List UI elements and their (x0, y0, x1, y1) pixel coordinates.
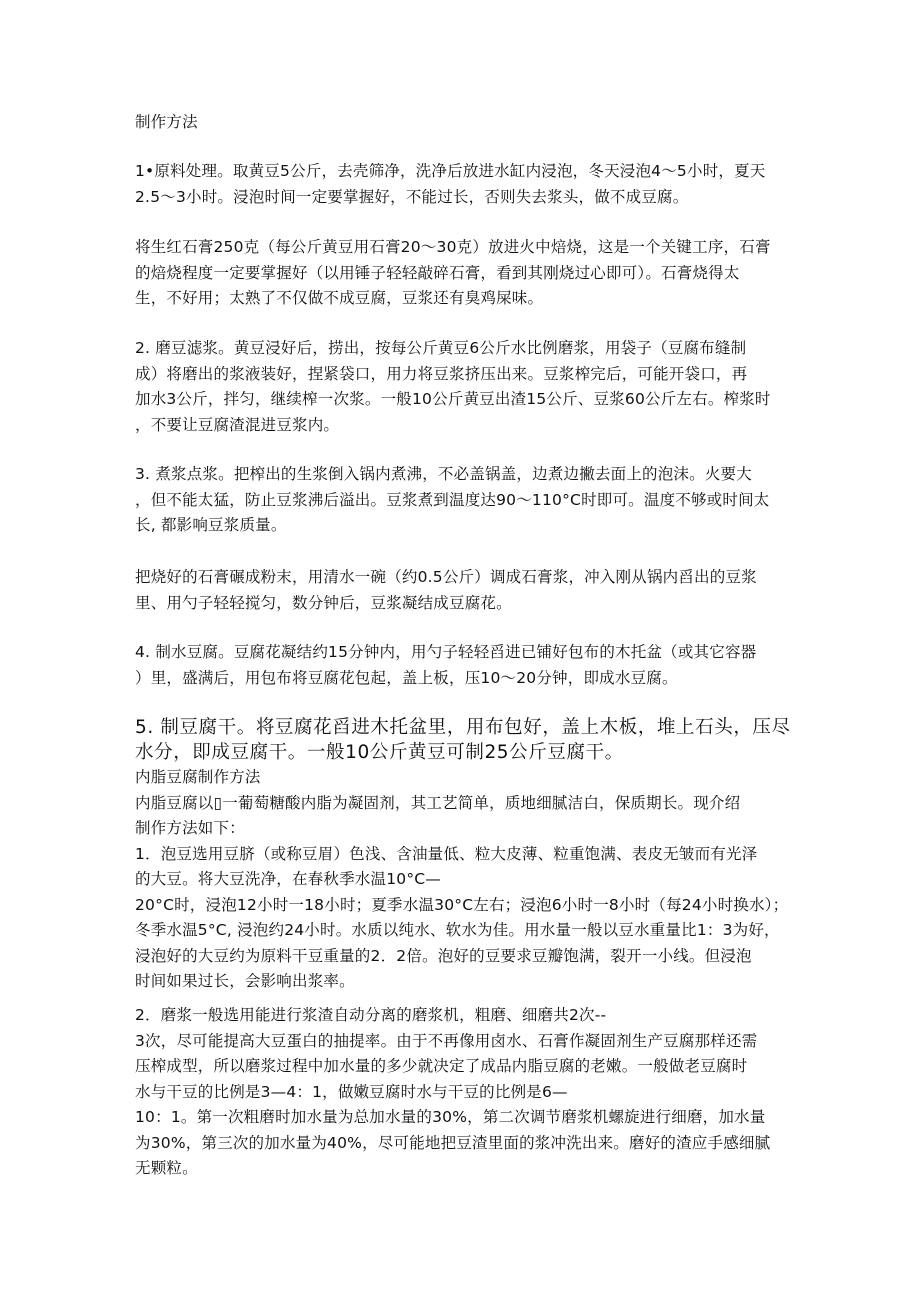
section-heading: 内脂豆腐制作方法 (135, 768, 261, 786)
page-title: 制作方法 (135, 113, 198, 131)
paragraph-gypsum-roasting (135, 235, 795, 312)
text-line: ，不要让豆腐渣混进豆浆内。 (135, 415, 340, 434)
text-line: 长, 都影响豆浆质量。 (135, 516, 287, 534)
text-line: 2. 磨豆滤浆。黄豆浸好后，捞出，按每公斤黄豆6公斤水比例磨浆，用袋子（豆腐布缝制 (135, 339, 747, 357)
text-line: 1•原料处理。取黄豆5公斤，去壳筛净，洗净后放进水缸内浸泡，冬天浸泡4～5小时，夏天 (135, 162, 766, 180)
text-line: 冬季水温5°C, 浸泡约24小时。水质以纯水、软水为佳。用水量一般以豆水重量比1：3为好， (135, 921, 780, 939)
text-line: 10：1。第一次粗磨时加水量为总加水量的30%，第二次调节磨浆机螺旋进行细磨，加水量 (135, 1108, 766, 1126)
text-line: ，但不能太猛，防止豆浆沸后溢出。豆浆煮到温度达90～110°C时即可。温度不够或时间太 (135, 490, 770, 509)
text-line: 3. 煮浆点浆。把榨出的生浆倒入锅内煮沸，不必盖锅盖，边煮边撇去面上的泡沫。火要大 (135, 465, 752, 483)
paragraph-raw-material (135, 159, 795, 210)
text-line: 为30%，第三次的加水量为40%，尽可能地把豆渣里面的浆冲洗出来。磨好的渣应手感细腻 (135, 1133, 771, 1152)
text-line: 成）将磨出的浆液装好，捏紧袋口，用力将豆浆挤压出来。豆浆榨完后，可能开袋口，再 (135, 364, 748, 383)
text-line: 的大豆。将大豆洗净，在春秋季水温10°C— (135, 870, 441, 888)
text-line: 5. 制豆腐干。将豆腐花舀进木托盆里，用布包好，盖上木板，堆上石头，压尽 (135, 717, 791, 738)
text-line: 里、用勺子轻轻搅匀，数分钟后，豆浆凝结成豆腐花。 (135, 593, 512, 612)
text-line: 的焙烧程度一定要掌握好（以用锤子轻轻敲碎石膏，看到其刚烧过心即可）。石膏烧得太 (135, 263, 740, 282)
text-line: 加水3公斤，拌匀，继续榨一次浆。一般10公斤黄豆出渣15公斤、豆浆60公斤左右。榨浆时 (135, 390, 771, 408)
text-line: 水分，即成豆腐干。一般10公斤黄豆可制25公斤豆腐干。 (135, 742, 624, 763)
text-line: 内脂豆腐以▯一葡萄糖酸内脂为凝固剂，其工艺简单，质地细腻洁白，保质期长。现介绍 (135, 793, 741, 812)
text-line: 1．泡豆选用豆脐（或称豆眉）色浅、含油量低、粒大皮薄、粒重饱满、表皮无皱而有光泽 (135, 844, 758, 863)
paragraph-lactone-grinding (135, 1003, 795, 1182)
text-line: 水与干豆的比例是3—4：1，做嫩豆腐时水与干豆的比例是6— (135, 1082, 568, 1101)
text-line: 2.5～3小时。浸泡时间一定要掌握好，不能过长，否则失去浆头，做不成豆腐。 (135, 187, 689, 206)
paragraph-grinding (135, 336, 795, 438)
text-line: 4. 制水豆腐。豆腐花凝结约15分钟内，用勺子轻轻舀进已铺好包布的木托盆（或其它容器 (135, 643, 757, 661)
text-line: 时间如果过长，会影响出浆率。 (135, 972, 355, 990)
text-line: 把烧好的石膏碾成粉末，用清水一碗（约0.5公斤）调成石膏浆，冲入刚从锅内舀出的豆浆 (135, 568, 757, 586)
paragraph-boiling (135, 462, 795, 539)
text-line: 20°C时，浸泡12小时一18小时；夏季水温30°C左右；浸泡6小时一8小时（每24小时换水）； (135, 895, 789, 914)
section-lactone-tofu (135, 765, 795, 995)
paragraph-water-tofu (135, 640, 795, 691)
text-line: 浸泡好的大豆约为原料干豆重量的2．2倍。泡好的豆要求豆瓣饱满，裂开一小线。但浸泡 (135, 946, 752, 965)
text-line: 制作方法如下： (135, 819, 245, 837)
text-line: 无颗粒。 (135, 1159, 198, 1177)
text-line: 压榨成型，所以磨浆过程中加水量的多少就决定了成品内脂豆腐的老嫩。一般做老豆腐时 (135, 1057, 748, 1075)
section-title (135, 110, 795, 136)
paragraph-gypsum-slurry (135, 565, 795, 616)
text-line: 生，不好用；太熟了不仅做不成豆腐，豆浆还有臭鸡屎味。 (135, 289, 544, 307)
paragraph-dried-tofu (135, 715, 795, 765)
text-line: 3次，尽可能提高大豆蛋白的抽提率。由于不再像用卤水、石膏作凝固剂生产豆腐那样还需 (135, 1031, 758, 1050)
text-line: 将生红石膏250克（每公斤黄豆用石膏20～30克）放进火中焙烧，这是一个关键工序，石膏 (135, 238, 771, 256)
text-line: 2．磨浆一般选用能进行浆渣自动分离的磨浆机，粗磨、细磨共2次-- (135, 1006, 607, 1024)
text-line: ）里，盛满后，用包布将豆腐花包起，盖上板，压10～20分钟，即成水豆腐。 (135, 668, 678, 687)
